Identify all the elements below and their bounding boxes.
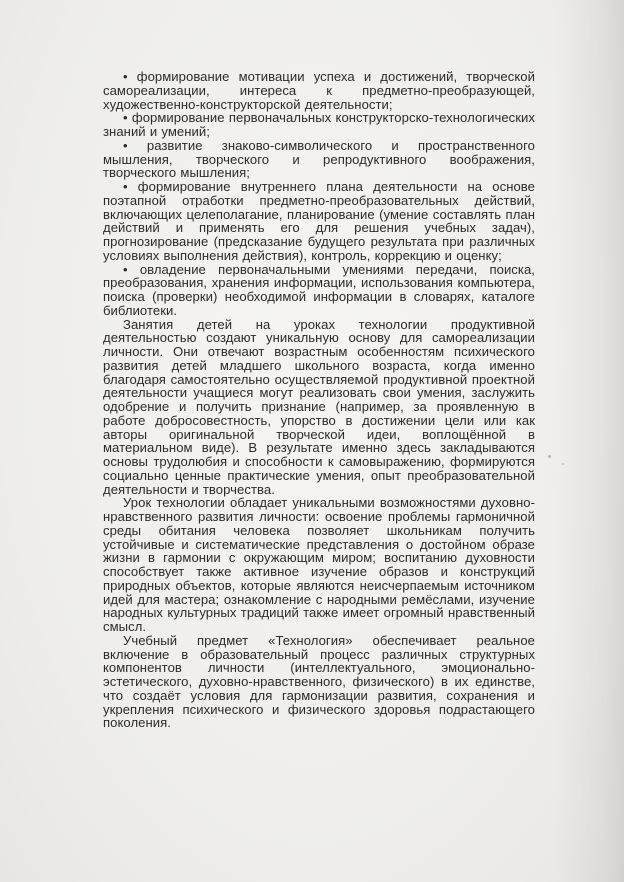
paragraph: Занятия детей на уроках технологии продуктивной деятельностью создают уникальную основу для самореализации личности. Они отвечают возрастным особенностям психического развития детей младшего школьного возраста, когда именно благодаря самостоятельно осуществляемой продуктивной проектной деятельности учащиеся могут реализовать свои умения, заслужить одобрение и получить признание (например, за проявленную в работе добросовестность, упорство в достижении цели или как авторы оригинальной творческой идеи, воплощённой в материальном виде). В результате именно здесь закладываются основы трудолюбия и способности к самовыражению, формируются социально ценные практические умения, опыт преобразовательной деятельности и творчества.	[103, 316, 535, 497]
bullet-item: • формирование первоначальных конструкторско-технологических знаний и умений;	[103, 110, 535, 139]
bullet-item: • формирование внутреннего плана деятельности на основе поэтапной отработки предметно-преобразовательных действий, включающих целеполагание, планирование (умение составлять план действий и применять его для решения учебных задач), прогнозирование (предсказание будущего результата при различных условиях выполнения действия), контроль, коррекцию и оценку;	[103, 179, 535, 263]
scan-speck	[548, 455, 551, 458]
scan-speck	[562, 463, 564, 465]
bullet-item: • развитие знаково-символического и пространственного мышления, творческого и репродуктивного воображения, творческого мышления;	[103, 137, 535, 181]
bullet-item: • формирование мотивации успеха и достижений, творческой самореализации, интереса к предметно-преобразующей, художественно-конструкторской деятельности;	[103, 69, 535, 112]
scan-edge-shadow	[554, 0, 624, 882]
paragraph: Учебный предмет «Технология» обеспечивает реальное включение в образовательный процесс различных структурных компонентов личности (интеллектуального, эмоционально-эстетического, духовно-нравственного, физического) в их единстве, что создаёт условия для гармонизации развития, сохранения и укрепления психического и физического здоровья подрастающего поколения.	[103, 632, 535, 731]
bullet-item: • овладение первоначальными умениями передачи, поиска, преобразования, хранения информации, использования компьютера, поиска (проверки) необходимой информации в словарях, каталоге библиотеки.	[103, 261, 535, 318]
paragraph: Урок технологии обладает уникальными возможностями духовно-нравственного развития личности: освоение проблемы гармоничной среды обитания человека позволяет школьникам получить устойчивые и систематические представления о достойном образе жизни в гармонии с окружающим миром; воспитанию духовности способствует также активное изучение образов и конструкций природных объектов, которые являются неисчерпаемым источником идей для мастера; ознакомление с народными ремёслами, изучение народных культурных традиций также имеет огромный нравственный смысл.	[103, 495, 535, 634]
body-text	[103, 70, 535, 730]
